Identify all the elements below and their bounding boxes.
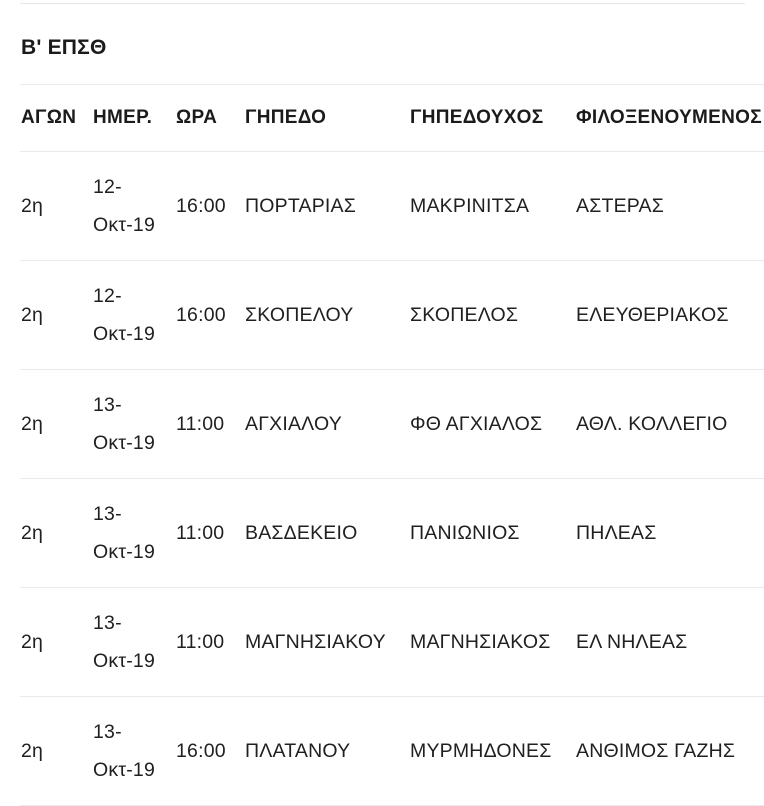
table-row <box>20 588 764 697</box>
table-row <box>20 261 764 370</box>
cell-away-team: ΕΛ ΝΗΛΕΑΣ <box>576 630 688 653</box>
cell-venue: ΜΑΓΝΗΣΙΑΚΟΥ <box>245 630 386 653</box>
cell-time: 11:00 <box>176 630 225 653</box>
header-away-team: ΦΙΛΟΞΕΝΟΥΜΕΝΟΣ <box>576 107 762 128</box>
cell-home-team: ΜΥΡΜΗΔΟΝΕΣ <box>410 739 552 762</box>
date-day: 12- <box>93 176 122 198</box>
date-month-year: Οκτ-19 <box>93 541 156 563</box>
fixtures-table <box>20 84 764 806</box>
cell-away-team: ΑΘΛ. ΚΟΛΛΕΓΙΟ <box>576 412 728 435</box>
cell-venue: ΒΑΣΔΕΚΕΙΟ <box>245 521 358 544</box>
date-day: 13- <box>93 612 122 634</box>
header-time: ΩΡΑ <box>176 107 218 128</box>
cell-date <box>92 370 175 479</box>
header-venue: ΓΗΠΕΔΟ <box>245 107 327 128</box>
cell-away-team: ΑΣΤΕΡΑΣ <box>576 194 664 217</box>
date-day: 13- <box>93 721 122 743</box>
cell-venue: ΠΛΑΤΑΝΟΥ <box>245 739 351 762</box>
cell-agon: 2η <box>21 630 44 653</box>
cell-home-team: ΣΚΟΠΕΛΟΣ <box>410 303 519 326</box>
date-month-year: Οκτ-19 <box>93 650 156 672</box>
cell-venue: ΣΚΟΠΕΛΟΥ <box>245 303 354 326</box>
cell-time: 16:00 <box>176 194 226 217</box>
cell-home-team: ΦΘ ΑΓΧΙΑΛΟΣ <box>410 412 543 435</box>
table-row <box>20 152 764 261</box>
table-row <box>20 370 764 479</box>
fixtures-table-container[interactable] <box>20 84 764 806</box>
cell-home-team: ΜΑΚΡΙΝΙΤΣΑ <box>410 194 530 217</box>
cell-time: 16:00 <box>176 303 226 326</box>
cell-time: 11:00 <box>176 412 225 435</box>
date-month-year: Οκτ-19 <box>93 323 156 345</box>
cell-agon: 2η <box>21 521 44 544</box>
cell-agon: 2η <box>21 739 44 762</box>
table-row <box>20 479 764 588</box>
cell-venue: ΑΓΧΙΑΛΟΥ <box>245 412 342 435</box>
cell-agon: 2η <box>21 303 44 326</box>
table-header-row <box>20 85 764 152</box>
cell-time: 11:00 <box>176 521 225 544</box>
date-day: 13- <box>93 503 122 525</box>
cell-away-team: ΠΗΛΕΑΣ <box>576 521 657 544</box>
date-day: 13- <box>93 394 122 416</box>
cell-agon: 2η <box>21 194 44 217</box>
date-month-year: Οκτ-19 <box>93 214 156 236</box>
section-title: Β' ΕΠΣΘ <box>21 36 107 59</box>
cell-agon: 2η <box>21 412 44 435</box>
header-date: ΗΜΕΡ. <box>93 107 153 128</box>
table-row <box>20 697 764 806</box>
cell-time: 16:00 <box>176 739 226 762</box>
top-divider <box>20 3 745 4</box>
header-agon: ΑΓΩΝ <box>21 107 77 128</box>
cell-away-team: ΕΛΕΥΘΕΡΙΑΚΟΣ <box>576 303 729 326</box>
cell-date <box>92 152 175 261</box>
date-month-year: Οκτ-19 <box>93 432 156 454</box>
header-home-team: ΓΗΠΕΔΟΥΧΟΣ <box>410 107 544 128</box>
date-day: 12- <box>93 285 122 307</box>
cell-home-team: ΜΑΓΝΗΣΙΑΚΟΣ <box>410 630 551 653</box>
cell-away-team: ΑΝΘΙΜΟΣ ΓΑΖΗΣ <box>576 739 736 762</box>
cell-date <box>92 588 175 697</box>
cell-venue: ΠΟΡΤΑΡΙΑΣ <box>245 194 357 217</box>
date-month-year: Οκτ-19 <box>93 759 156 781</box>
cell-home-team: ΠΑΝΙΩΝΙΟΣ <box>410 521 520 544</box>
cell-date <box>92 697 175 806</box>
cell-date <box>92 261 175 370</box>
cell-date <box>92 479 175 588</box>
